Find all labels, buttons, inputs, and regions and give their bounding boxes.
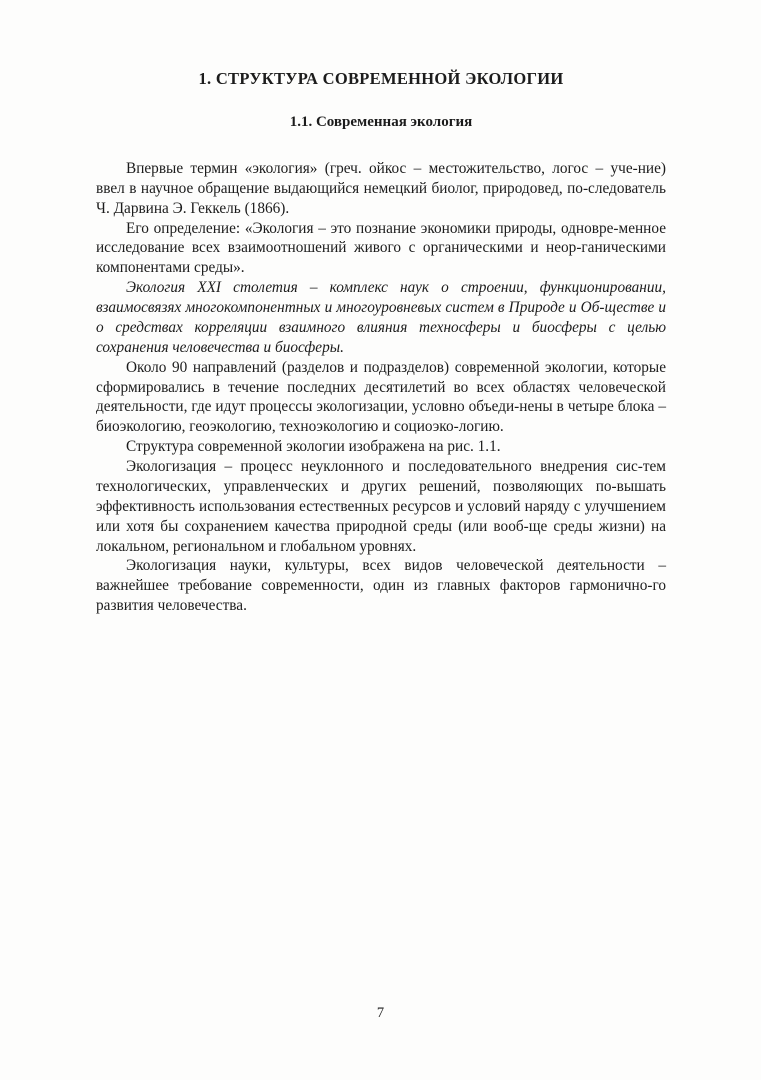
paragraph-3-definition: Экология XXI столетия – комплекс наук о строении, функционировании, взаимосвязях многокомпонентных и многоуровневых систем в Природе и Об-​ществе и о средствах корреляции взаимного влияния техносферы и биосферы с целью сохранения человечества и биосферы. (96, 279, 666, 356)
page-title: 1. СТРУКТУРА СОВРЕМЕННОЙ ЭКОЛОГИИ (198, 69, 564, 88)
section-subtitle: 1.1. Современная экология (289, 114, 473, 131)
page-number: 7 (376, 1005, 385, 1021)
paragraph-7: Экологизация науки, культуры, всех видов человеческой деятельности – важнейшее требование современности, один из главных факторов гармонично-​го развития человечества. (96, 557, 666, 615)
paragraph-4: Около 90 направлений (разделов и подразделов) современной экологии, которые сформировались в течение последних десятилетий во всех областях человеческой деятельности, где идут процессы экологизации, условно объеди-​нены в четыре блока – биоэкологию, геоэкологию, техноэкологию и социоэко-​логию. (96, 358, 666, 436)
page-content (96, 60, 666, 616)
paragraph-2: Его определение: «Экология – это познание экономики природы, одновре-​менное исследование всех взаимоотношений живого с органическими и неор-​ганическими компонентами среды». (96, 219, 666, 277)
paragraph-5-figure-reference: Структура современной экологии изображена на рис. 1.1. (126, 438, 501, 456)
paragraph-1: Впервые термин «экология» (греч. ойкос – местожительство, логос – уче-​ние) ввел в научное обращение выдающийся немецкий биолог, природовед, по-​следователь Ч. Дарвина Э. Геккель (1866). (96, 159, 666, 217)
paragraph-6: Экологизация – процесс неуклонного и последовательного внедрения сис-​тем технологических, управленческих и других решений, позволяющих по-​вышать эффективность использования естественных ресурсов и условий наряду с улучшением или хотя бы сохранением качества природной среды (или вооб-​ще среды жизни) на локальном, региональном и глобальном уровнях. (96, 458, 666, 555)
